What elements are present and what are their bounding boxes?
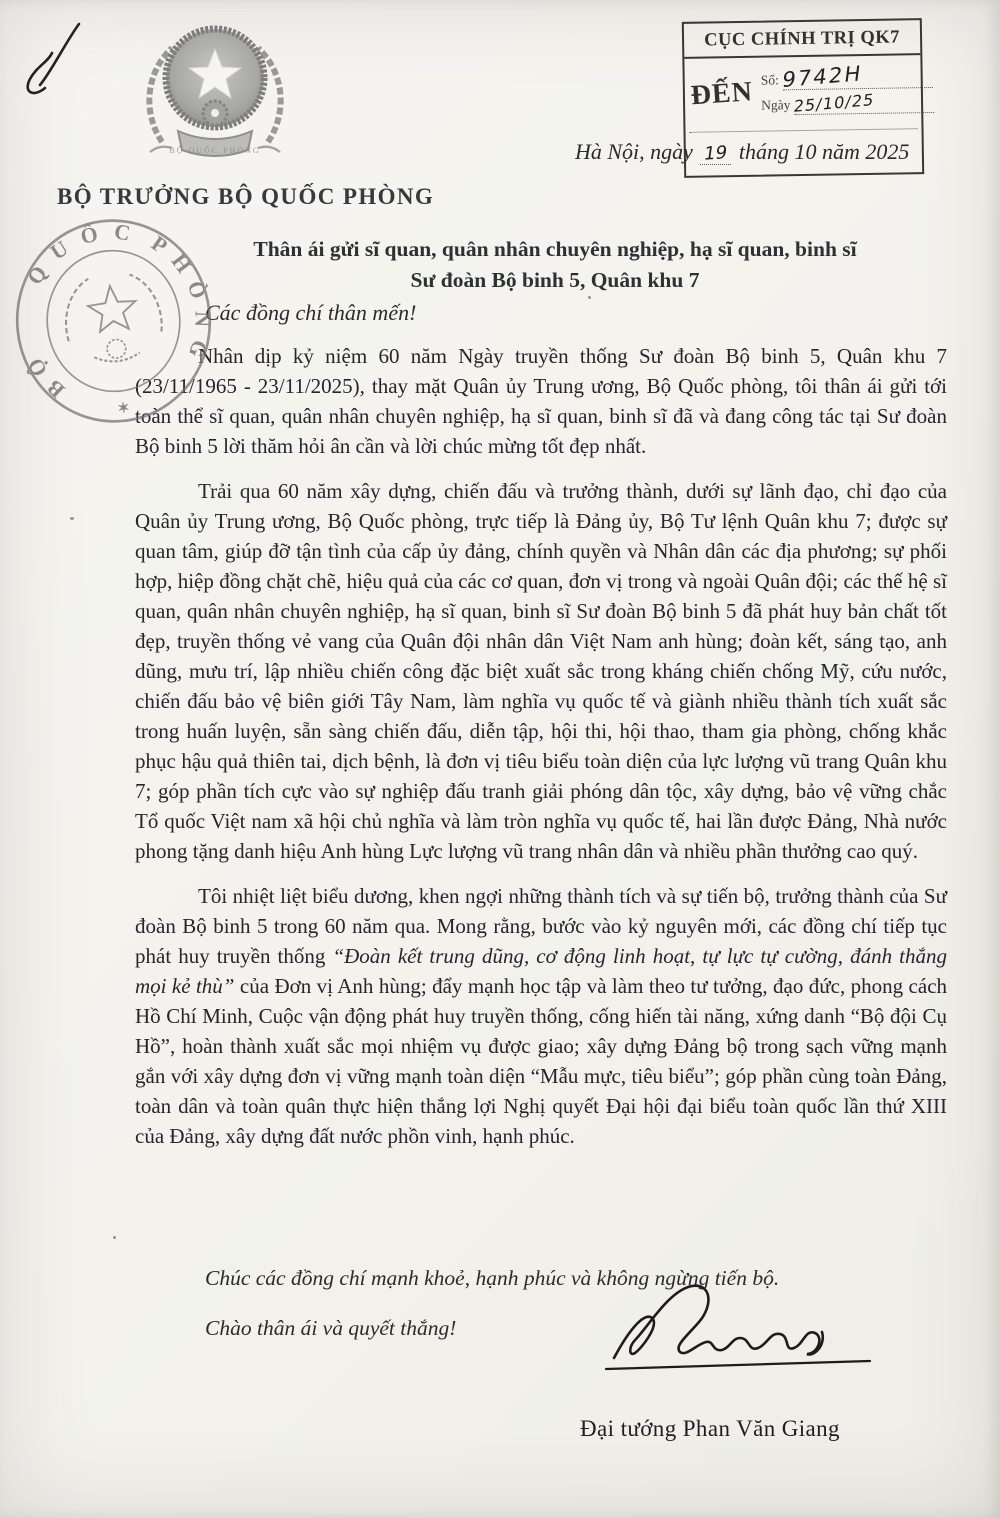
greeting-line: Các đồng chí thân mến!	[205, 300, 417, 325]
dateline-prefix: Hà Nội, ngày	[575, 139, 693, 164]
seal-ring-text-top: QUỐC	[22, 219, 147, 290]
stamp-den-label: ĐẾN	[689, 76, 754, 112]
stamp-empty-dotted-line	[690, 127, 918, 133]
paragraph-3-motto-quote: “Đoàn kết trung dũng, cơ động linh hoạt, tự lực tự cường, đánh thắng mọi kẻ thù”	[135, 944, 947, 998]
signature-ink	[598, 1274, 888, 1374]
ministry-round-seal	[10, 212, 217, 430]
letter-body	[135, 341, 947, 1166]
salutation-line2: Sư đoàn Bộ binh 5, Quân khu 7	[410, 268, 700, 292]
paragraph-1: Nhân dịp kỷ niệm 60 năm Ngày truyền thống Sư đoàn Bộ binh 5, Quân khu 7 (23/11/1965 - 23/11/2025), thay mặt Quân ủy Trung ương, Bộ Quốc phòng, tôi thân ái gửi tới toàn thể sĩ quan, quân nhân chuyên nghiệp, hạ sĩ quan, binh sĩ đã và đang công tác tại Sư đoàn Bộ binh 5 lời thăm hỏi ân cần và lời chúc mừng tốt đẹp nhất.	[135, 344, 947, 458]
closing-wish-line: Chúc các đồng chí mạnh khoẻ, hạnh phúc và không ngừng tiến bộ.	[205, 1266, 780, 1290]
paragraph-2: Trải qua 60 năm xây dựng, chiến đấu và trưởng thành, dưới sự lãnh đạo, chỉ đạo của Quân ủy Trung ương, Bộ Quốc phòng, trực tiếp là Đảng ủy, Bộ Tư lệnh Quân khu 7; được sự quan tâm, giúp đỡ tận tình của cấp ủy đảng, chính quyền và Nhân dân các địa phương; sự phối hợp, hiệp đồng chặt chẽ, hiệu quả của các cơ quan, đơn vị trong và ngoài Quân đội; các thế hệ sĩ quan, quân nhân chuyên nghiệp, hạ sĩ quan, binh sĩ Sư đoàn Bộ binh 5 đã phát huy bản chất tốt đẹp, truyền thống vẻ vang của Quân đội nhân dân Việt Nam anh hùng; đoàn kết, sáng tạo, anh dũng, mưu trí, lập nhiều chiến công đặc biệt xuất sắc trong kháng chiến chống Mỹ, cứu nước, chiến đấu bảo vệ biên giới Tây Nam, làm nghĩa vụ quốc tế và giành nhiều thành tích xuất sắc trong huấn luyện, sẵn sàng chiến đấu, diễn tập, hội thi, hội thao, tham gia phòng, chống khắc phục hậu quả thiên tai, dịch bệnh, là đơn vị tiêu biểu toàn diện của lực lượng vũ trang Quân khu 7; góp phần tích cực vào sự nghiệp đấu tranh giải phóng dân tộc, xây dựng, bảo vệ vững chắc Tổ quốc Việt nam xã hội chủ nghĩa và làm tròn nghĩa vụ quốc tế, hai lần được Đảng, Nhà nước phong tặng danh hiệu Anh hùng Lực lượng vũ trang nhân dân và nhiều phần thưởng cao quý.	[135, 479, 947, 863]
scan-speck	[70, 517, 74, 520]
stamp-ngay-value-handwritten: 25/10/25	[792, 90, 876, 116]
handwritten-initial-mark	[15, 16, 87, 100]
salutation-block	[140, 234, 970, 296]
seal-ring-text-left: BỘ	[18, 345, 70, 403]
dateline-day-handwritten: 19	[702, 142, 729, 165]
emblem-caption: BỘ QUỐC PHÒNG	[169, 146, 261, 155]
svg-text:✶: ✶	[116, 397, 131, 415]
seal-ring-text-right: PHÒNG	[147, 231, 215, 372]
sender-title: BỘ TRƯỞNG BỘ QUỐC PHÒNG	[57, 184, 435, 209]
stamp-so-label: Số:	[760, 72, 779, 88]
paragraph-3	[135, 881, 947, 1151]
place-date-line	[575, 139, 909, 165]
svg-text:BỘ	[17, 342, 71, 405]
stamp-so-value-handwritten: 9742H	[780, 61, 865, 93]
scan-speck	[113, 1236, 116, 1239]
scan-speck	[588, 296, 591, 299]
stamp-office-name: CỤC CHÍNH TRỊ QK7	[684, 20, 921, 59]
stamp-ngay-label: Ngày	[761, 97, 791, 113]
closing-farewell-line: Chào thân ái và quyết thắng!	[205, 1316, 457, 1340]
salutation-line1: Thân ái gửi sĩ quan, quân nhân chuyên nghiệp, hạ sĩ quan, binh sĩ	[253, 237, 857, 261]
paragraph-3-lead: Tôi nhiệt liệt biểu dương, khen ngợi những thành tích và sự tiến bộ, trưởng thành của Sư đoàn Bộ binh 5 trong 60 năm qua. Mong rằng, bước vào kỷ nguyên mới, các đồng chí tiếp tục phát huy truyền thống	[135, 884, 947, 968]
paragraph-3-rest: của Đơn vị Anh hùng; đẩy mạnh học tập và làm theo tư tưởng, đạo đức, phong cách Hồ Chí Minh, Cuộc vận động phát huy truyền thống, cống hiến tài năng, xứng danh “Bộ đội Cụ Hồ”, hoàn thành xuất sắc mọi nhiệm vụ được giao; xây dựng Đảng bộ trong sạch vững mạnh gắn với xây dựng đơn vị vững mạnh toàn diện “Mẫu mực, tiêu biểu”; góp phần cùng toàn Đảng, toàn dân và toàn quân thực hiện thắng lợi Nghị quyết Đại hội đại biểu toàn quốc lần thứ XIII của Đảng, xây dựng đất nước phồn vinh, hạnh phúc.	[135, 974, 948, 1148]
signer-name: Đại tướng Phan Văn Giang	[580, 1416, 840, 1441]
dateline-suffix: tháng 10 năm 2025	[738, 139, 910, 164]
